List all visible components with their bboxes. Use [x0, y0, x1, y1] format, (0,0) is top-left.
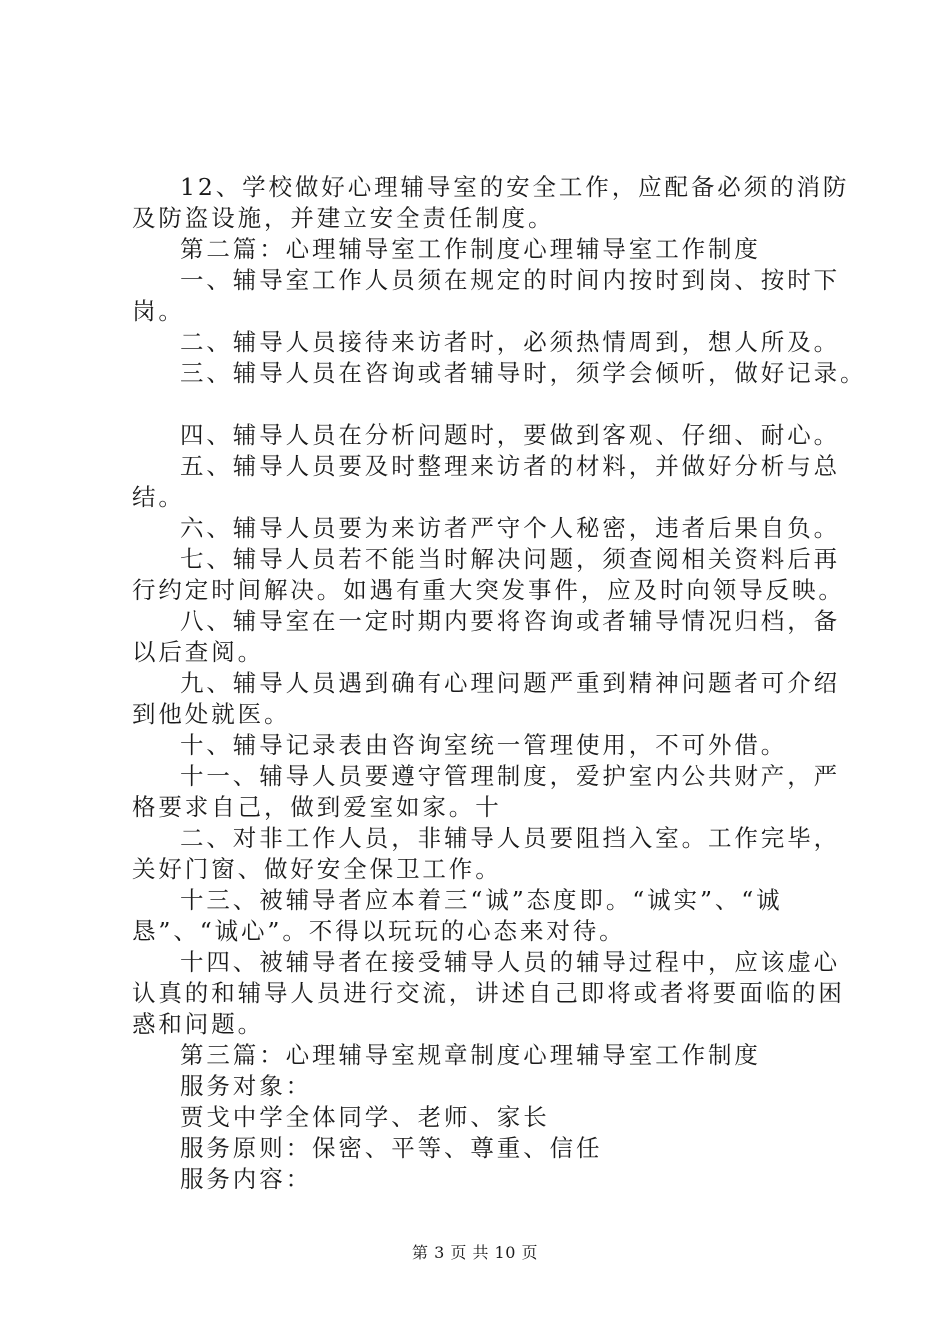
blank-line — [132, 389, 832, 420]
paragraph-line: 到他处就医。 — [132, 700, 291, 728]
paragraph-line: 贾戈中学全体同学、老师、家长 — [180, 1103, 550, 1131]
paragraph-line: 四、辅导人员在分析问题时，要做到客观、仔细、耐心。 — [180, 421, 840, 449]
paragraph-line: 服务原则：保密、平等、尊重、信任 — [180, 1134, 603, 1162]
paragraph-line: 服务对象： — [180, 1072, 312, 1100]
paragraph-line: 恳”、“诚心”。不得以玩玩的心态来对待。 — [132, 917, 626, 945]
paragraph-line: 七、辅导人员若不能当时解决问题，须查阅相关资料后再 — [180, 545, 840, 573]
paragraph-line: 二、对非工作人员，非辅导人员要阻挡入室。工作完毕， — [180, 824, 840, 852]
paragraph-line: 结。 — [132, 483, 185, 511]
paragraph-line: 一、辅导室工作人员须在规定的时间内按时到岗、按时下 — [180, 266, 840, 294]
paragraph-line: 二、辅导人员接待来访者时，必须热情周到，想人所及。 — [180, 328, 840, 356]
paragraph-line: 三、辅导人员在咨询或者辅导时，须学会倾听，做好记录。 — [180, 359, 867, 387]
paragraph-line: 及防盗设施，并建立安全责任制度。 — [132, 204, 555, 232]
paragraph-line: 九、辅导人员遇到确有心理问题严重到精神问题者可介绍 — [180, 669, 840, 697]
paragraph-line: 关好门窗、做好安全保卫工作。 — [132, 855, 502, 883]
paragraph-line: 以后查阅。 — [132, 638, 264, 666]
paragraph-line: 十一、辅导人员要遵守管理制度，爱护室内公共财产，严 — [180, 762, 840, 790]
paragraph-line: 十四、被辅导者在接受辅导人员的辅导过程中，应该虚心 — [180, 948, 840, 976]
paragraph-line: 岗。 — [132, 297, 185, 325]
paragraph-line: 五、辅导人员要及时整理来访者的材料，并做好分析与总 — [180, 452, 840, 480]
paragraph-line: 服务内容： — [180, 1165, 312, 1193]
paragraph-line: 认真的和辅导人员进行交流，讲述自己即将或者将要面临的困 — [132, 979, 845, 1007]
page-number: 第 3 页 共 10 页 — [412, 1243, 538, 1262]
paragraph-line: 十三、被辅导者应本着三“诚”态度即。“诚实”、“诚 — [180, 886, 783, 914]
paragraph-line: 12、学校做好心理辅导室的安全工作，应配备必须的消防 — [180, 173, 850, 201]
paragraph-line: 六、辅导人员要为来访者严守个人秘密，违者后果自负。 — [180, 514, 840, 542]
document-body — [132, 172, 867, 1195]
paragraph-line: 十、辅导记录表由咨询室统一管理使用，不可外借。 — [180, 731, 788, 759]
paragraph-line: 八、辅导室在一定时期内要将咨询或者辅导情况归档，备 — [180, 607, 840, 635]
section-heading: 第二篇：心理辅导室工作制度心理辅导室工作制度 — [180, 235, 761, 263]
paragraph-line: 行约定时间解决。如遇有重大突发事件，应及时向领导反映。 — [132, 576, 845, 604]
paragraph-line: 惑和问题。 — [132, 1010, 264, 1038]
section-heading: 第三篇：心理辅导室规章制度心理辅导室工作制度 — [180, 1041, 761, 1069]
paragraph-line: 格要求自己，做到爱室如家。十 — [132, 793, 502, 821]
